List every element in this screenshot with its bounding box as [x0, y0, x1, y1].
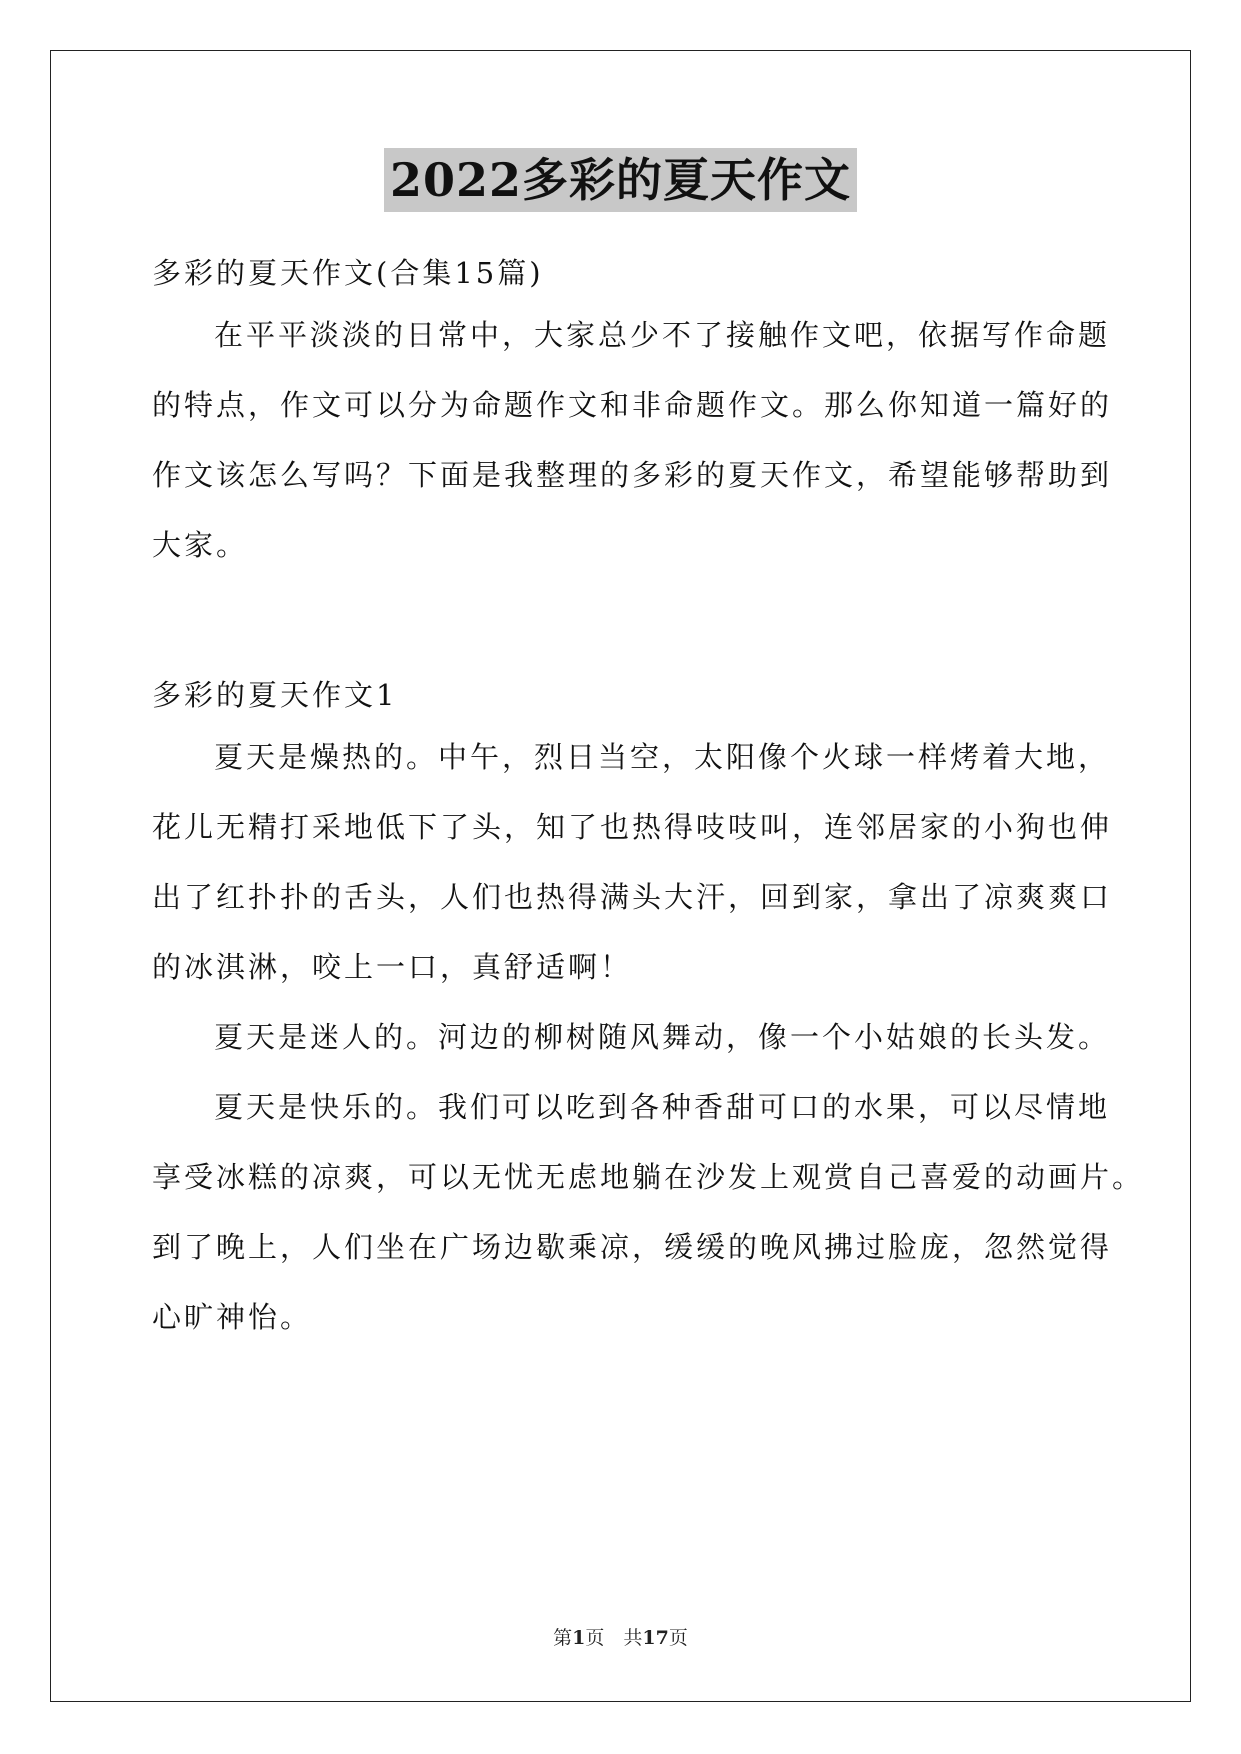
paragraph-line: 花儿无精打采地低下了头，知了也热得吱吱叫，连邻居家的小狗也伸: [152, 810, 1113, 844]
paragraph-line: 享受冰糕的凉爽，可以无忧无虑地躺在沙发上观赏自己喜爱的动画片。: [152, 1160, 1145, 1194]
intro-line: 作文该怎么写吗？下面是我整理的多彩的夏天作文，希望能够帮助到: [152, 458, 1113, 492]
footer-page-total: 17: [642, 1627, 669, 1649]
paragraph-line: 出了红扑扑的舌头，人们也热得满头大汗，回到家，拿出了凉爽爽口: [152, 880, 1113, 914]
footer-page-prefix: 第: [553, 1627, 573, 1649]
paragraph-line: 夏天是迷人的。河边的柳树随风舞动，像一个小姑娘的长头发。: [214, 1020, 1111, 1054]
paragraph-line: 夏天是燥热的。中午，烈日当空，太阳像个火球一样烤着大地，: [214, 740, 1111, 774]
document-subtitle: 多彩的夏天作文(合集15篇): [152, 256, 544, 290]
page-footer: [0, 1623, 1241, 1650]
document-title: 2022多彩的夏天作文: [384, 148, 857, 212]
title-container: [0, 148, 1241, 212]
intro-line: 大家。: [152, 528, 249, 562]
paragraph-line: 到了晚上，人们坐在广场边歇乘凉，缓缓的晚风拂过脸庞，忽然觉得: [152, 1230, 1113, 1264]
section-heading: 多彩的夏天作文1: [152, 678, 398, 712]
footer-page-suffix: 页: [668, 1627, 688, 1649]
paragraph-line: 的冰淇淋，咬上一口，真舒适啊！: [152, 950, 633, 984]
paragraph-line: 心旷神怡。: [152, 1300, 313, 1334]
paragraph-line: 夏天是快乐的。我们可以吃到各种香甜可口的水果，可以尽情地: [214, 1090, 1111, 1124]
footer-page-mid: 页 共: [585, 1627, 643, 1649]
intro-line: 的特点，作文可以分为命题作文和非命题作文。那么你知道一篇好的: [152, 388, 1113, 422]
footer-page-current: 1: [572, 1627, 586, 1649]
intro-line: 在平平淡淡的日常中，大家总少不了接触作文吧，依据写作命题: [214, 318, 1111, 352]
